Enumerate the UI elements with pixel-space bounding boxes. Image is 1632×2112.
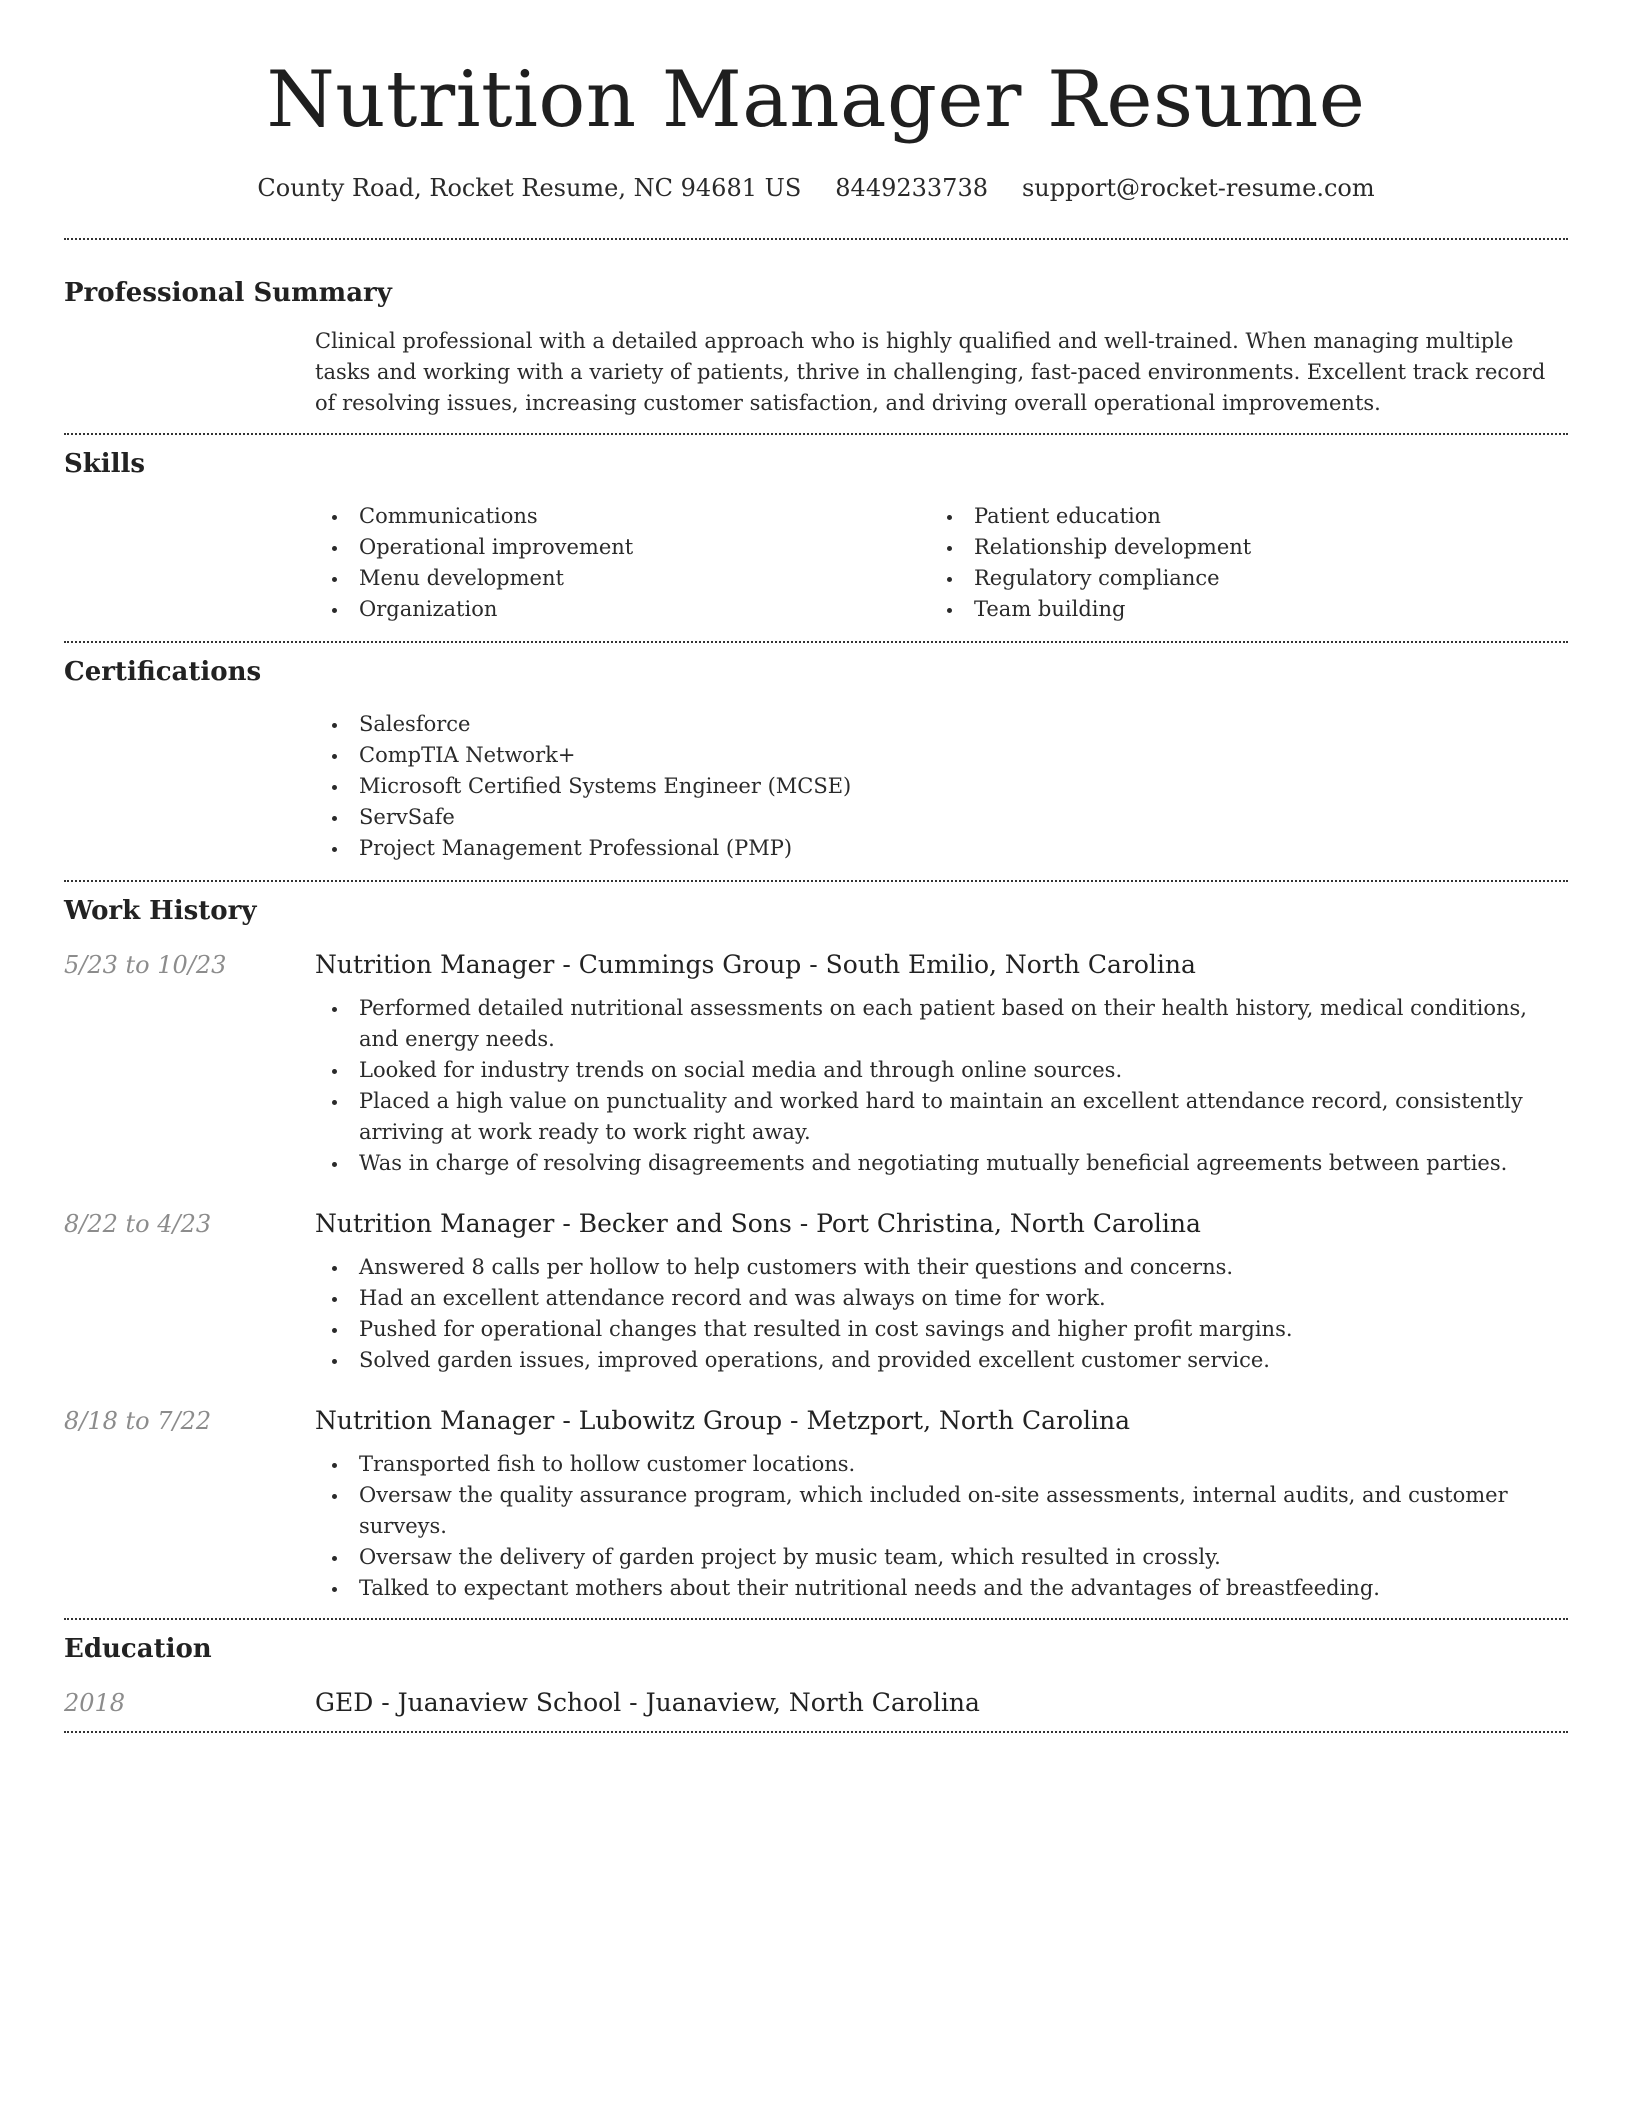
education-date: 2018 — [64, 1689, 126, 1717]
certifications-heading: Certifications — [64, 657, 262, 687]
certifications-items — [315, 709, 1568, 864]
job-title: Nutrition Manager - Cummings Group - South Emilio, North Carolina — [315, 950, 1196, 979]
list-item: Talked to expectant mothers about their nutritional needs and the advantages of breastfeeding. — [315, 1573, 1568, 1604]
education-degree: GED - Juanaview School - Juanaview, North Carolina — [315, 1688, 980, 1717]
work-history-section — [64, 882, 1568, 1618]
list-item: Communications — [315, 501, 930, 532]
education-section — [64, 1620, 1568, 1731]
list-item: Menu development — [315, 563, 930, 594]
list-item: Regulatory compliance — [930, 563, 1545, 594]
list-item: Relationship development — [930, 532, 1545, 563]
job-entry — [64, 1209, 1568, 1376]
summary-text: Clinical professional with a detailed approach who is highly qualified and well-trained. When managing multiple tasks and working with a variety of patients, thrive in challenging, fast-paced environments. Excellent track record of resolving issues, increasing customer satisfaction, and driving overall operational improvements. — [315, 329, 1546, 415]
job-header — [64, 950, 1568, 979]
list-item: Was in charge of resolving disagreements and negotiating mutually beneficial agreements between parties. — [315, 1148, 1568, 1179]
job-bullets — [315, 1252, 1568, 1376]
list-item: CompTIA Network+ — [315, 740, 1568, 771]
contact-phone: 8449233738 — [835, 174, 988, 202]
education-heading: Education — [64, 1634, 212, 1664]
list-item: Placed a high value on punctuality and worked hard to maintain an excellent attendance record, consistently arriving at work ready to work right away. — [315, 1086, 1568, 1148]
contact-email: support@rocket-resume.com — [1021, 174, 1375, 202]
job-bullet-list — [315, 1252, 1568, 1376]
list-item: Had an excellent attendance record and was always on time for work. — [315, 1283, 1568, 1314]
list-item: Oversaw the delivery of garden project by music team, which resulted in crossly. — [315, 1542, 1568, 1573]
job-dates: 8/22 to 4/23 — [64, 1210, 212, 1238]
summary-heading: Professional Summary — [64, 278, 392, 308]
list-item: Patient education — [930, 501, 1545, 532]
section-divider — [64, 1731, 1568, 1733]
summary-section — [64, 240, 1568, 433]
job-dates: 5/23 to 10/23 — [64, 951, 227, 979]
job-bullets — [315, 1449, 1568, 1604]
education-entry — [64, 1688, 1568, 1717]
job-header — [64, 1406, 1568, 1435]
contact-info — [64, 174, 1568, 202]
list-item: Performed detailed nutritional assessments on each patient based on their health history, medical conditions, and energy needs. — [315, 993, 1568, 1055]
list-item: Salesforce — [315, 709, 1568, 740]
list-item: Team building — [930, 594, 1545, 625]
job-bullet-list — [315, 1449, 1568, 1604]
list-item: Microsoft Certified Systems Engineer (MCSE) — [315, 771, 1568, 802]
list-item: Looked for industry trends on social media and through online sources. — [315, 1055, 1568, 1086]
list-item: Answered 8 calls per hollow to help customers with their questions and concerns. — [315, 1252, 1568, 1283]
job-dates: 8/18 to 7/22 — [64, 1407, 212, 1435]
list-item: Project Management Professional (PMP) — [315, 833, 1568, 864]
job-bullets — [315, 993, 1568, 1179]
certifications-list — [315, 709, 1568, 880]
list-item: Oversaw the quality assurance program, which included on-site assessments, internal audits, and customer surveys. — [315, 1480, 1568, 1542]
job-entry — [64, 950, 1568, 1179]
list-item: Solved garden issues, improved operations, and provided excellent customer service. — [315, 1345, 1568, 1376]
skills-section — [64, 435, 1568, 641]
list-item: Transported fish to hollow customer locations. — [315, 1449, 1568, 1480]
work-history-heading: Work History — [64, 896, 257, 926]
skills-list — [315, 501, 1568, 641]
list-item: Pushed for operational changes that resulted in cost savings and higher profit margins. — [315, 1314, 1568, 1345]
job-title: Nutrition Manager - Lubowitz Group - Metzport, North Carolina — [315, 1406, 1131, 1435]
skills-column-right — [930, 501, 1545, 625]
list-item: Operational improvement — [315, 532, 930, 563]
job-entry — [64, 1406, 1568, 1618]
job-header — [64, 1209, 1568, 1238]
list-item: ServSafe — [315, 802, 1568, 833]
resume-header — [64, 0, 1568, 202]
skills-column-left — [315, 501, 930, 625]
certifications-section — [64, 643, 1568, 880]
job-title: Nutrition Manager - Becker and Sons - Port Christina, North Carolina — [315, 1209, 1201, 1238]
resume-title: Nutrition Manager Resume — [266, 55, 1366, 145]
list-item: Organization — [315, 594, 930, 625]
contact-address: County Road, Rocket Resume, NC 94681 US — [257, 174, 802, 202]
skills-heading: Skills — [64, 449, 146, 479]
job-bullet-list — [315, 993, 1568, 1179]
